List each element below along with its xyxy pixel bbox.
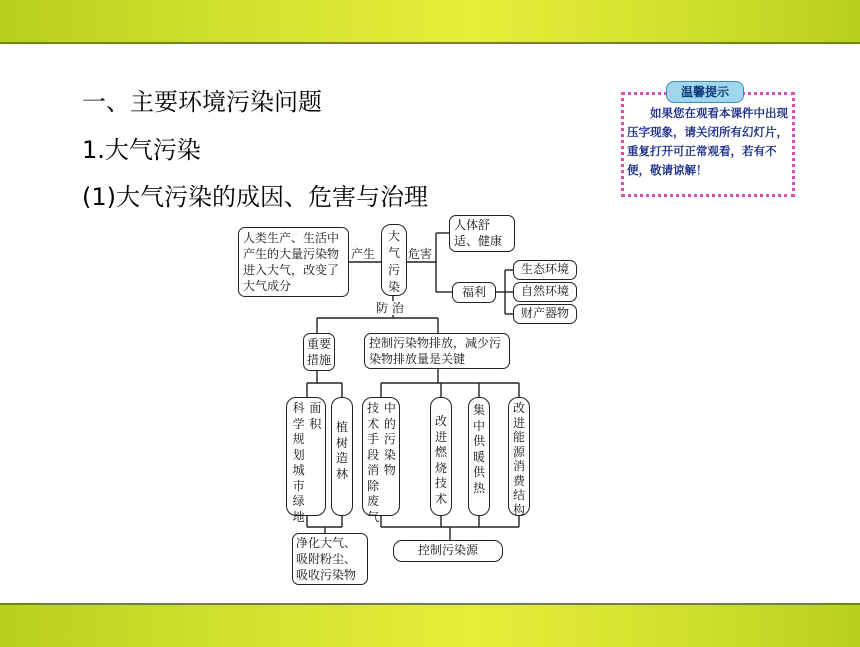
node-welfare-text: 福利 bbox=[461, 285, 486, 299]
section-heading: 一、主要环境污染问题 bbox=[82, 88, 322, 116]
node-control-emission bbox=[364, 333, 510, 369]
node-tech-removal bbox=[362, 397, 400, 524]
node-energy-structure-text: 改进能源消费结构 bbox=[512, 401, 525, 517]
node-improve-burning-text: 改进燃烧技术 bbox=[434, 414, 447, 506]
node-cause bbox=[238, 227, 349, 297]
tip-title: 温馨提示 bbox=[666, 81, 744, 103]
node-ecology-text: 生态环境 bbox=[520, 262, 569, 276]
label-prevent: 防 治 bbox=[376, 301, 404, 315]
subsection-heading: 1.大气污染 bbox=[82, 136, 201, 164]
node-nature-text: 自然环境 bbox=[520, 284, 569, 298]
node-property bbox=[513, 304, 577, 324]
node-green-planning-text: 科学规划城市绿地 bbox=[292, 401, 305, 524]
node-purify bbox=[292, 533, 368, 585]
node-cause-text: 人类生产、生活中产生的大量污染物进入大气，改变了大气成分 bbox=[243, 231, 340, 293]
node-green-planning-area: 面积 bbox=[309, 401, 322, 431]
node-ecology bbox=[513, 260, 577, 280]
node-energy-structure bbox=[508, 397, 530, 516]
node-purify-text: 净化大气、吸附粉尘、吸收污染物 bbox=[296, 536, 357, 582]
node-property-text: 财产器物 bbox=[520, 306, 569, 320]
node-air-pollution bbox=[381, 224, 407, 296]
node-control-source bbox=[393, 540, 503, 562]
node-green-planning bbox=[286, 397, 326, 524]
node-air-pollution-text: 大气污染 bbox=[387, 229, 400, 294]
node-central-heating-text: 集中供暖供热 bbox=[472, 403, 485, 495]
node-central-heating bbox=[468, 397, 490, 516]
node-tech-removal-text: 技术手段消除废气 bbox=[367, 401, 380, 524]
topic-heading: (1)大气污染的成因、危害与治理 bbox=[82, 183, 428, 211]
node-tech-removal-pre: 中的污染物 bbox=[383, 401, 396, 477]
node-nature bbox=[513, 282, 577, 302]
label-produce: 产生 bbox=[351, 247, 376, 261]
node-plant-trees bbox=[331, 397, 353, 516]
node-health bbox=[449, 215, 515, 252]
node-welfare bbox=[452, 282, 496, 303]
tip-body: 如果您在观看本课件中出现压字现象，请关闭所有幻灯片，重复打开可正常观看，若有不便，敬请谅解！ bbox=[627, 106, 788, 177]
node-plant-trees-text: 植树造林 bbox=[335, 420, 348, 481]
node-control-source-text: 控制污染源 bbox=[417, 543, 478, 557]
node-control-emission-text: 控制污染物排放，减少污染物排放量是关键 bbox=[369, 336, 502, 366]
node-health-text: 人体舒适、健康 bbox=[454, 218, 503, 248]
node-key-measures-text: 重要措施 bbox=[306, 337, 331, 367]
node-key-measures bbox=[303, 333, 335, 371]
label-harm: 危害 bbox=[408, 247, 433, 261]
node-improve-burning bbox=[430, 397, 452, 516]
